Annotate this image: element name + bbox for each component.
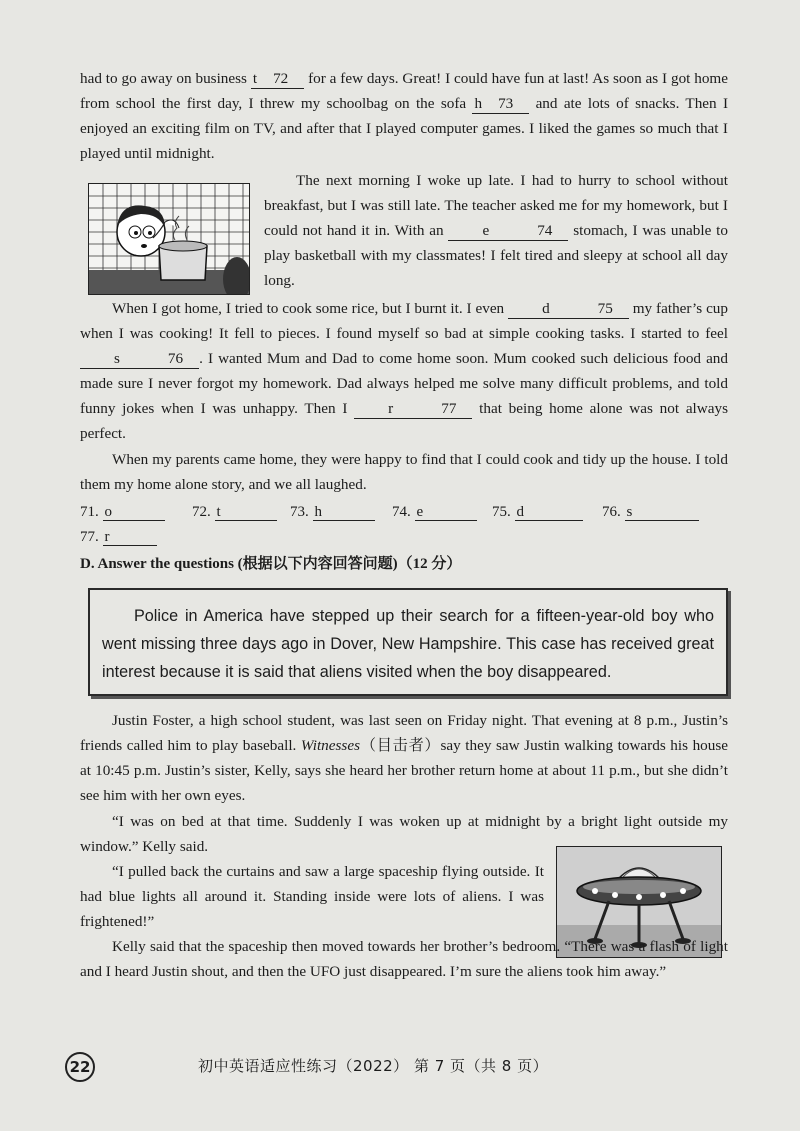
blank-77[interactable]: r 77 [354, 400, 472, 419]
page-footer [0, 1052, 800, 1082]
answer-76[interactable]: 76. s [602, 500, 699, 525]
witnesses-term: Witnesses [300, 737, 360, 754]
news-intro-box [88, 588, 728, 696]
story-paragraph-1: Justin Foster, a high school student, was last seen on Friday night. That evening at 8 p.m., Justin’s friends called him to play baseball. Witnesses（目击者）say they saw Justin walking towards his house at 10:45 p.m. Justin’s sister, Kelly, says she heard her brother return home at about 11 p.m., but she didn’t see him with her own eyes. [80, 712, 728, 804]
blank-76[interactable]: s 76 [80, 350, 199, 369]
section-d-heading: D. Answer the questions (根据以下内容回答问题)（12 分） [80, 556, 462, 572]
boy-cooking-illustration [88, 183, 250, 295]
footer-text: 初中英语适应性练习（2022） 第 7 页（共 8 页） [198, 1057, 549, 1075]
answer-72[interactable]: 72. t [192, 500, 277, 525]
passage-paragraph-1: had to go away on business t 72 for a few days. Great! I could have fun at last! As soon as I got home from school the first day, I threw my schoolbag on the sofa h 73 and ate lots of snacks. Then I enjoyed an exciting film on TV, and after that I played computer games. I liked the games so much that I played until midnight. [80, 70, 729, 162]
answer-71[interactable]: 71. o [80, 500, 165, 525]
passage-paragraph-4: When my parents came home, they were happy to find that I could cook and tidy up the house. I told them my home alone story, and we all laughed. [80, 451, 728, 493]
answer-75[interactable]: 75. d [492, 500, 583, 525]
blank-75[interactable]: d 75 [508, 300, 629, 319]
page-number-badge: 22 [65, 1052, 95, 1082]
answer-77[interactable]: 77. r [80, 525, 157, 550]
blank-74[interactable]: e 74 [448, 222, 568, 241]
news-intro-text: Police in America have stepped up their search for a fifteen-year-old boy who went missing three days ago in Dover, New Hampshire. This case has received great interest because it is said that aliens visited when the boy disappeared. [102, 607, 714, 681]
passage-paragraph-2: The next morning I woke up late. I had to hurry to school without breakfast, but I was still late. The teacher asked me for my homework, but I could not hand it in. With an e 74 stomach, I was unable to play basketball with my classmates! I felt tired and sleepy at school all day long. [264, 172, 728, 289]
boy-cooking-drawing [89, 184, 249, 294]
blank-72[interactable]: t 72 [251, 70, 304, 89]
story-paragraph-3: “I pulled back the curtains and saw a large spaceship flying outside. It had blue lights all around it. Standing inside were lots of aliens. I was frightened!” [80, 863, 544, 930]
passage-paragraph-3: When I got home, I tried to cook some rice, but I burnt it. I even d 75 my father’s cup when I was cooking! It fell to pieces. I found myself so bad at simple cooking tasks. I started to feel s 76 . I wanted Mum and Dad to come home soon. Mum cooked such delicious food and made sure I never forgot my homework. Dad always helped me solve many difficult problems, and told funny jokes when I was unhappy. Then I r 77 that being home alone was not always perfect. [80, 300, 728, 442]
story-paragraph-4: Kelly said that the spaceship then moved towards her brother’s bedroom. “There was a flash of light and I heard Justin shout, and then the UFO just disappeared. I’m sure the aliens took him away.” [80, 938, 728, 980]
story-paragraph-2: “I was on bed at that time. Suddenly I was woken up at midnight by a bright light outside my window.” Kelly said. [80, 813, 728, 855]
answer-73[interactable]: 73. h [290, 500, 375, 525]
answer-74[interactable]: 74. e [392, 500, 477, 525]
blank-73[interactable]: h 73 [472, 95, 529, 114]
